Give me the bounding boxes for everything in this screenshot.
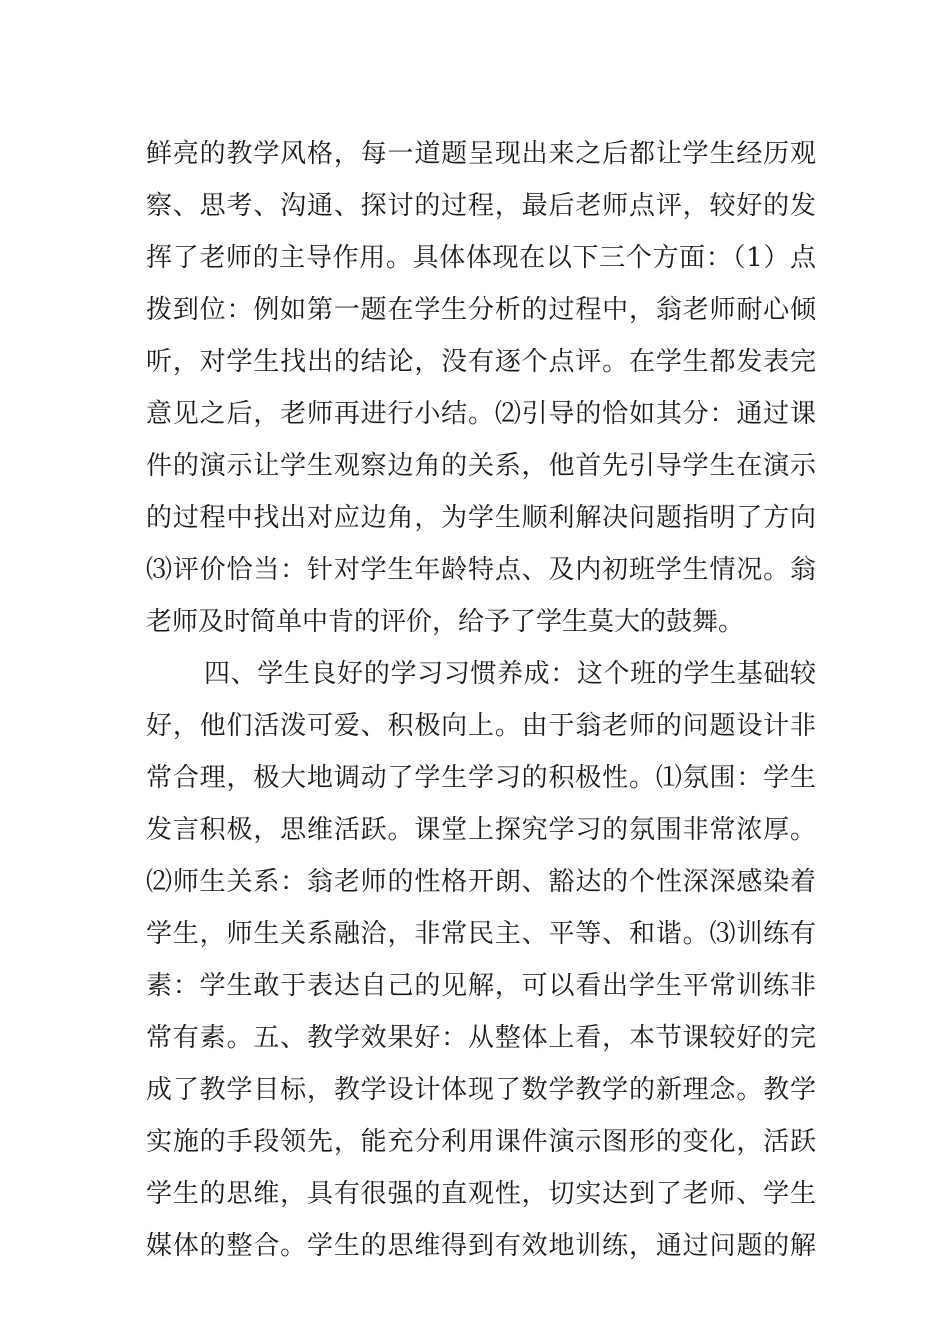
text-line: 的过程中找出对应边角，为学生顺利解决问题指明了方向 [146, 503, 816, 533]
text-line: 发言积极，思维活跃。课堂上探究学习的氛围非常浓厚。 [146, 815, 816, 845]
text-line: ⑵师生关系：翁老师的性格开朗、豁达的个性深深感染着 [146, 867, 816, 897]
text-line: 挥了老师的主导作用。具体体现在以下三个方面：（1）点 [146, 243, 816, 273]
text-line: 件的演示让学生观察边角的关系，他首先引导学生在演示 [146, 451, 816, 481]
text-line: 听，对学生找出的结论，没有逐个点评。在学生都发表完 [146, 347, 816, 377]
body-text [146, 128, 816, 1272]
text-line: 察、思考、沟通、探讨的过程，最后老师点评，较好的发 [146, 191, 816, 221]
text-line: 鲜亮的教学风格，每一道题呈现出来之后都让学生经历观 [146, 139, 816, 169]
text-line: 实施的手段领先，能充分利用课件演示图形的变化，活跃 [146, 1127, 816, 1157]
text-line: 素：学生敢于表达自己的见解，可以看出学生平常训练非 [146, 971, 816, 1001]
paragraph-start-line: 四、学生良好的学习习惯养成：这个班的学生基础较 [204, 659, 816, 689]
text-line: 意见之后，老师再进行小结。⑵引导的恰如其分：通过课 [146, 399, 816, 429]
text-line: 学生，师生关系融洽，非常民主、平等、和谐。⑶训练有 [146, 919, 816, 949]
text-line: 拨到位：例如第一题在学生分析的过程中，翁老师耐心倾 [146, 295, 816, 325]
text-line: 常合理，极大地调动了学生学习的积极性。⑴氛围：学生 [146, 763, 816, 793]
text-line: 学生的思维，具有很强的直观性，切实达到了老师、学生 [146, 1179, 816, 1209]
text-line: 媒体的整合。学生的思维得到有效地训练，通过问题的解 [146, 1231, 816, 1261]
text-line: 常有素。五、教学效果好：从整体上看，本节课较好的完 [146, 1023, 816, 1053]
text-line: ⑶评价恰当：针对学生年龄特点、及内初班学生情况。翁 [146, 555, 816, 585]
text-line: 好，他们活泼可爱、积极向上。由于翁老师的问题设计非 [146, 711, 816, 741]
text-line: 老师及时简单中肯的评价，给予了学生莫大的鼓舞。 [146, 607, 745, 637]
text-line: 成了教学目标，教学设计体现了数学教学的新理念。教学 [146, 1075, 816, 1105]
